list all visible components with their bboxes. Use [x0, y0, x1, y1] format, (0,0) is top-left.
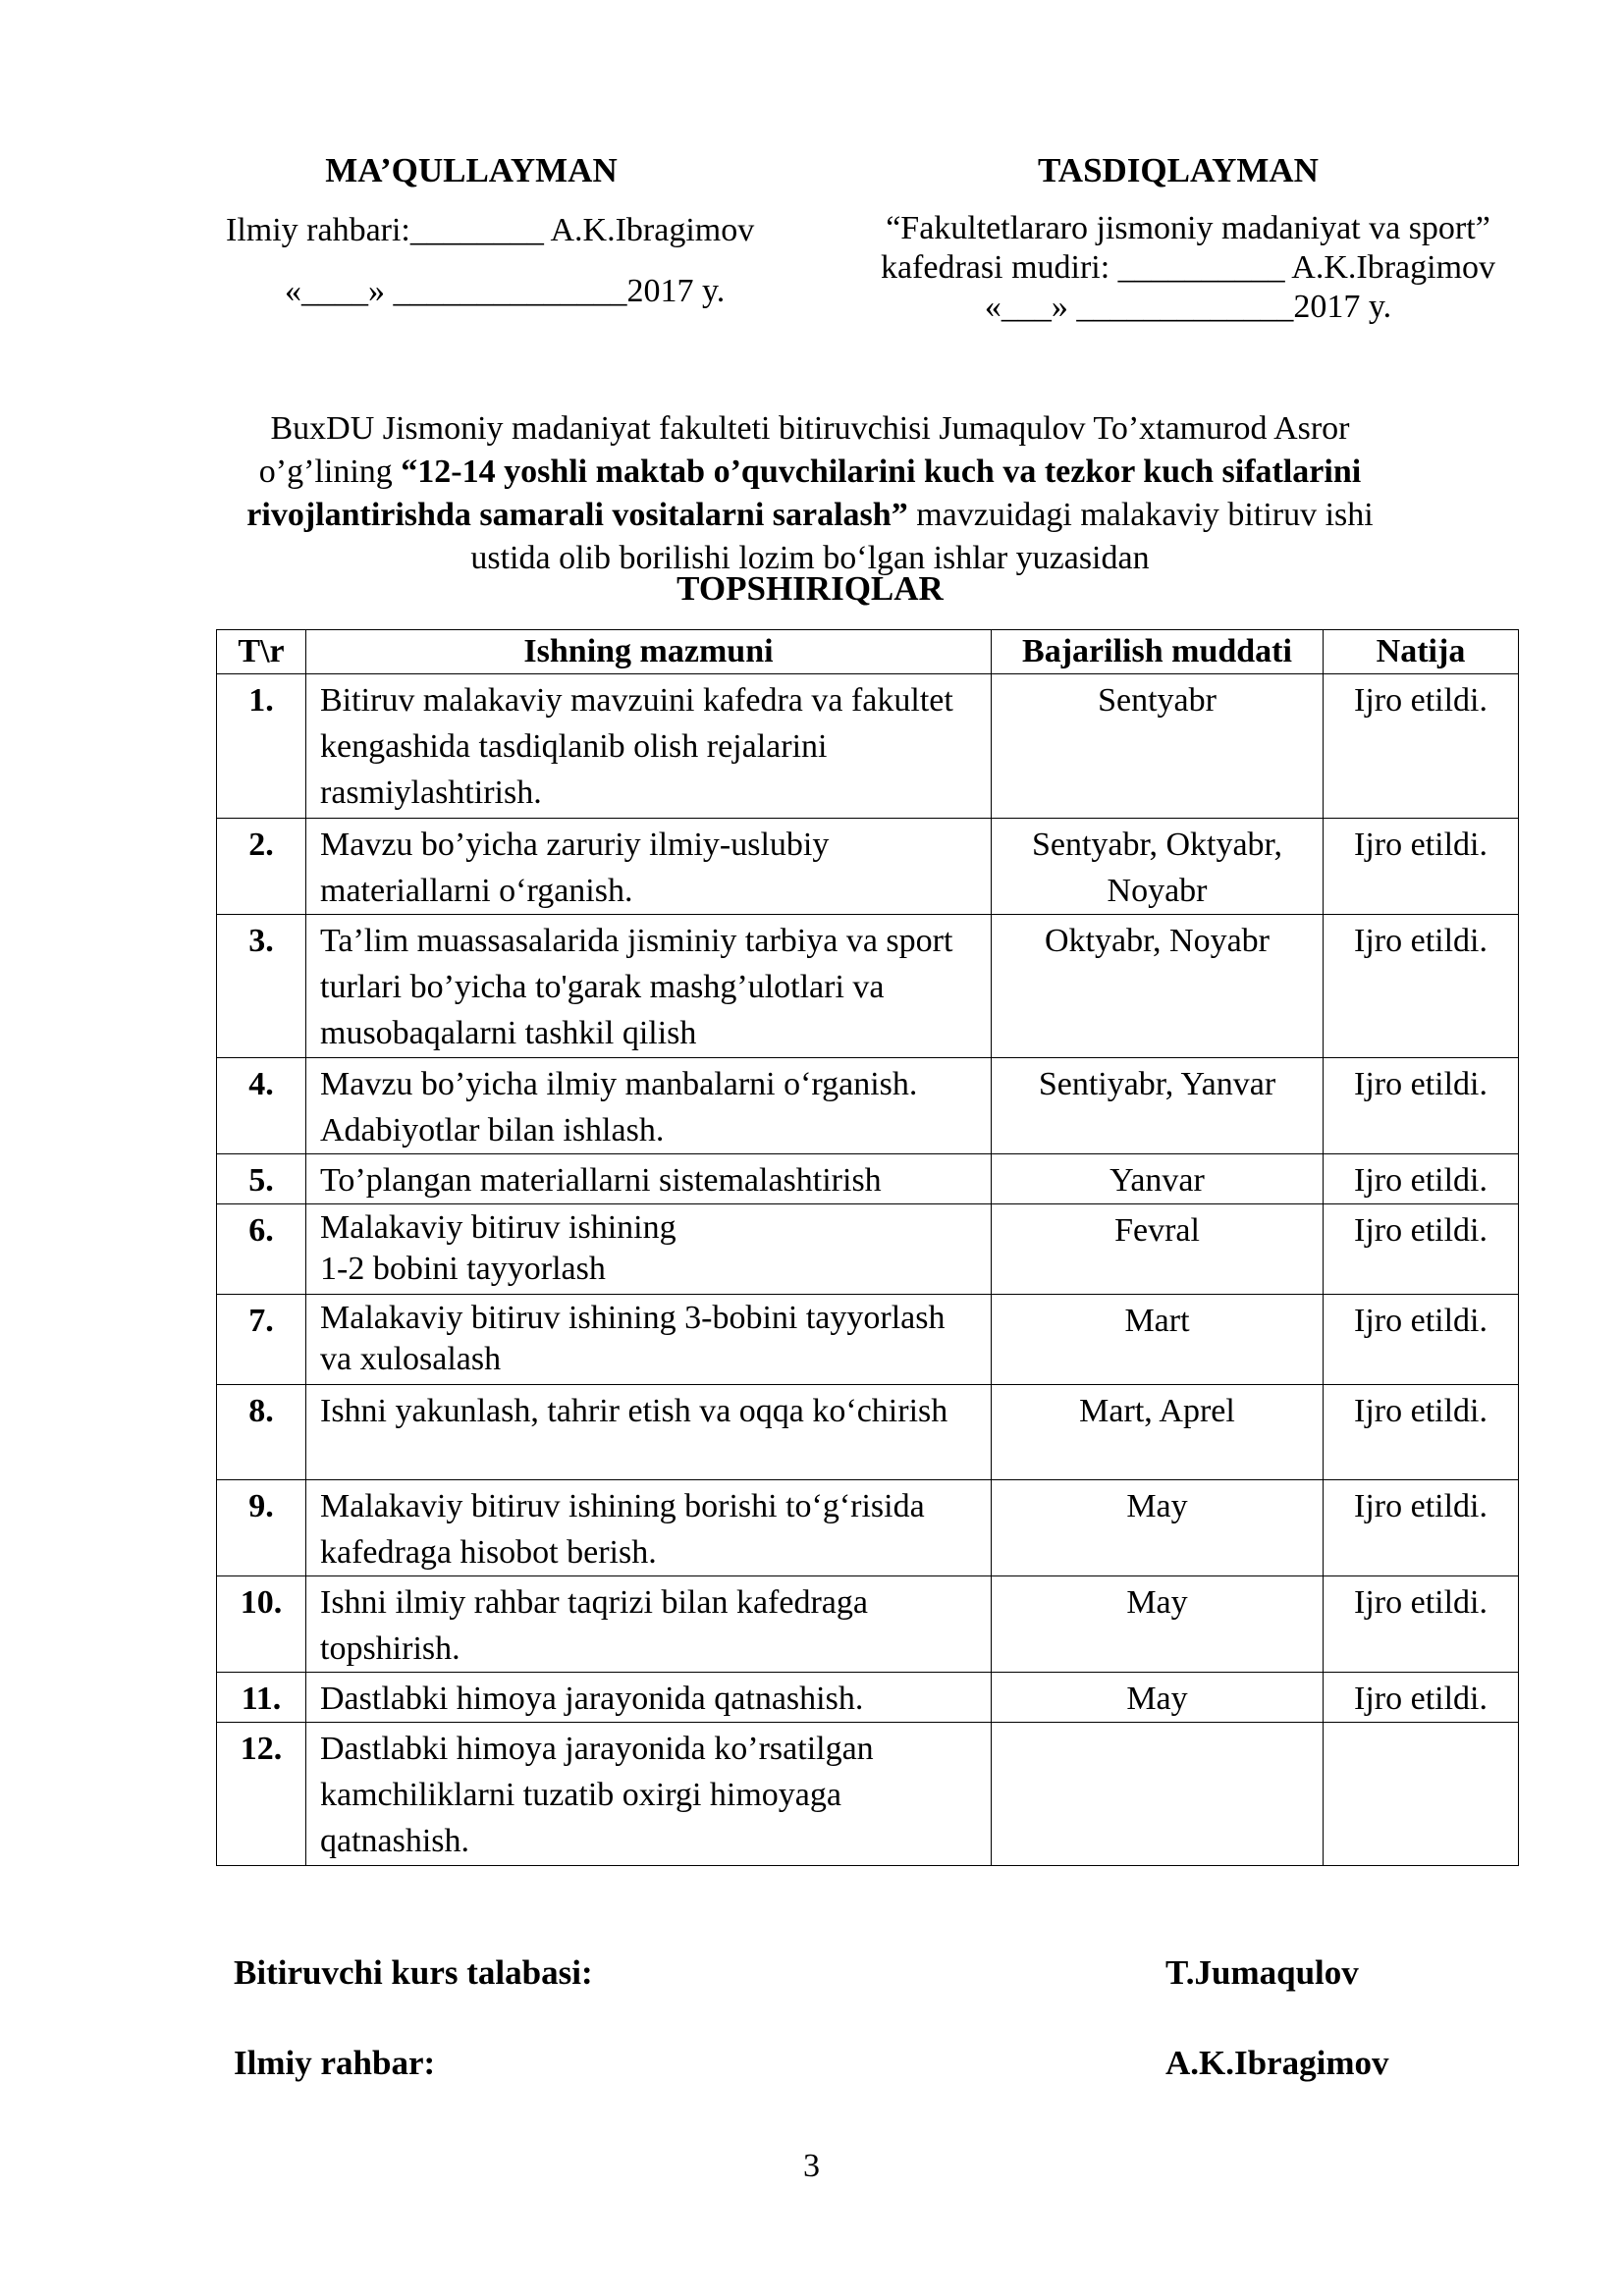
row-deadline: May [992, 1480, 1324, 1576]
intro-text-part1: BuxDU Jismoniy madaniyat fakulteti bitiruvchisi Jumaqulov To’xtamurod Asror o’g’lining [258, 410, 1350, 490]
table-row [217, 1723, 1519, 1866]
row-content: Malakaviy bitiruv ishining 1-2 bobini tayyorlash [306, 1204, 992, 1295]
row-result: Ijro etildi. [1324, 1480, 1519, 1576]
table-row [217, 1154, 1519, 1204]
table-row [217, 1673, 1519, 1723]
row-result: Ijro etildi. [1324, 1295, 1519, 1385]
row-deadline: Oktyabr, Noyabr [992, 915, 1324, 1058]
table-row [217, 1480, 1519, 1576]
row-content: Ishni ilmiy rahbar taqrizi bilan kafedraga topshirish. [306, 1576, 992, 1673]
row-deadline: Yanvar [992, 1154, 1324, 1204]
right-approval-block [844, 149, 1532, 327]
row-number: 1. [217, 674, 306, 819]
row-content: Mavzu bo’yicha ilmiy manbalarni o‘rganish. Adabiyotlar bilan ishlash. [306, 1058, 992, 1154]
table-row [217, 819, 1519, 915]
left-approval-title: MA’QULLAYMAN [325, 151, 618, 189]
table-row [217, 1385, 1519, 1480]
row-content: Ishni yakunlash, tahrir etish va oqqa ko‘chirish [306, 1385, 992, 1480]
row-content: Dastlabki himoya jarayonida ko’rsatilgan kamchiliklarni tuzatib oxirgi himoyaga qatnashish. [306, 1723, 992, 1866]
header-number: T\r [217, 630, 306, 674]
table-row [217, 1204, 1519, 1295]
left-approval-advisor-line: Ilmiy rahbari:________ A.K.Ibragimov [226, 212, 755, 248]
row-deadline [992, 1723, 1324, 1866]
row-deadline: Sentyabr, Oktyabr, Noyabr [992, 819, 1324, 915]
row-deadline: Sentiyabr, Yanvar [992, 1058, 1324, 1154]
header-deadline: Bajarilish muddati [992, 630, 1324, 674]
row-result: Ijro etildi. [1324, 1058, 1519, 1154]
row-deadline: Fevral [992, 1204, 1324, 1295]
table-row [217, 674, 1519, 819]
table-row [217, 1058, 1519, 1154]
right-approval-title: TASDIQLAYMAN [1038, 151, 1319, 189]
row-number: 11. [217, 1673, 306, 1723]
row-result: Ijro etildi. [1324, 1154, 1519, 1204]
row-number: 2. [217, 819, 306, 915]
row-number: 6. [217, 1204, 306, 1295]
student-name: T.Jumaqulov [1165, 1953, 1359, 1992]
advisor-signature-label: Ilmiy rahbar: [234, 2044, 436, 2082]
row-result: Ijro etildi. [1324, 1673, 1519, 1723]
table-row [217, 1576, 1519, 1673]
left-approval-block [226, 149, 815, 313]
row-deadline: May [992, 1673, 1324, 1723]
intro-topic: “12-14 yoshli maktab o’quvchilarini kuch va tezkor kuch sifatlarini rivojlantirishda samarali vositalarni saralash” [246, 454, 1362, 533]
row-result: Ijro etildi. [1324, 1385, 1519, 1480]
advisor-name: A.K.Ibragimov [1165, 2044, 1389, 2082]
row-result [1324, 1723, 1519, 1866]
row-result: Ijro etildi. [1324, 1576, 1519, 1673]
row-content: Malakaviy bitiruv ishining borishi to‘g‘risida kafedraga hisobot berish. [306, 1480, 992, 1576]
row-content: Malakaviy bitiruv ishining 3-bobini tayyorlash va xulosalash [306, 1295, 992, 1385]
row-deadline: May [992, 1576, 1324, 1673]
row-result: Ijro etildi. [1324, 915, 1519, 1058]
right-approval-date-line: «___» _____________2017 y. [984, 289, 1392, 325]
row-number: 7. [217, 1295, 306, 1385]
row-content: Dastlabki himoya jarayonida qatnashish. [306, 1673, 992, 1723]
row-number: 12. [217, 1723, 306, 1866]
document-title: TOPSHIRIQLAR [676, 569, 944, 608]
right-approval-head-line: kafedrasi mudiri: __________ A.K.Ibragimov [880, 249, 1496, 286]
row-number: 5. [217, 1154, 306, 1204]
student-signature-label: Bitiruvchi kurs talabasi: [234, 1953, 593, 1992]
row-number: 4. [217, 1058, 306, 1154]
row-deadline: Mart, Aprel [992, 1385, 1324, 1480]
row-number: 10. [217, 1576, 306, 1673]
tasks-table [216, 629, 1519, 1866]
intro-text-part2: mavzuidagi malakaviy bitiruv ishi ustida olib borilishi lozim bo‘lgan ishlar yuzasidan [470, 497, 1374, 576]
row-result: Ijro etildi. [1324, 1204, 1519, 1295]
right-approval-department-line: “Fakultetlararo jismoniy madaniyat va sport” [886, 210, 1490, 246]
row-content: Mavzu bo’yicha zaruriy ilmiy-uslubiy materiallarni o‘rganish. [306, 819, 992, 915]
page-number: 3 [803, 2148, 820, 2184]
row-number: 9. [217, 1480, 306, 1576]
table-row [217, 1295, 1519, 1385]
table-row [217, 915, 1519, 1058]
row-content: Bitiruv malakaviy mavzuini kafedra va fakultet kengashida tasdiqlanib olish rejalarini rasmiylashtirish. [306, 674, 992, 819]
left-approval-date-line: «____» ______________2017 y. [285, 273, 726, 309]
row-result: Ijro etildi. [1324, 819, 1519, 915]
intro-paragraph [245, 407, 1375, 580]
row-number: 8. [217, 1385, 306, 1480]
header-result: Natija [1324, 630, 1519, 674]
row-content: To’plangan materiallarni sistemalashtirish [306, 1154, 992, 1204]
row-deadline: Sentyabr [992, 674, 1324, 819]
table-header-row [217, 630, 1519, 674]
row-content: Ta’lim muassasalarida jisminiy tarbiya va sport turlari bo’yicha to'garak mashg’ulotlari va musobaqalarni tashkil qilish [306, 915, 992, 1058]
header-content: Ishning mazmuni [306, 630, 992, 674]
row-result: Ijro etildi. [1324, 674, 1519, 819]
row-number: 3. [217, 915, 306, 1058]
row-deadline: Mart [992, 1295, 1324, 1385]
